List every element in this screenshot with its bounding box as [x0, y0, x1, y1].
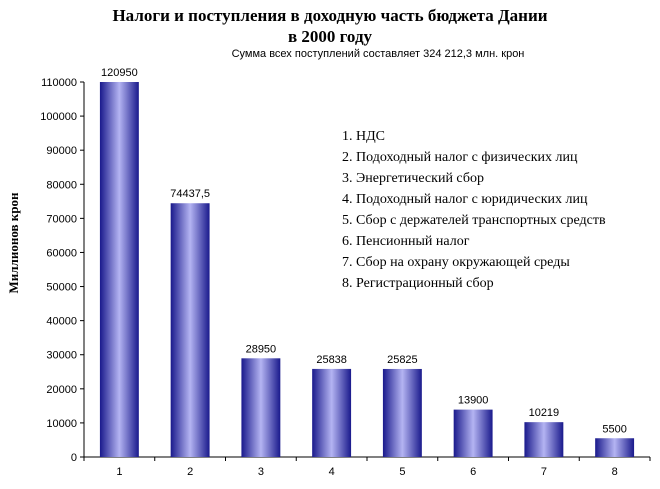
- y-tick-label: 110000: [41, 77, 77, 89]
- y-tick-label: 60000: [46, 247, 77, 260]
- bar-7: [524, 422, 563, 457]
- x-tick-label: 7: [540, 466, 547, 478]
- chart-subtitle: Сумма всех поступлений составляет 324 212,3 млн. крон: [231, 48, 525, 60]
- x-tick-label: 3: [257, 466, 264, 478]
- value-label-4: 25838: [316, 353, 347, 366]
- x-tick-label: 8: [611, 466, 618, 478]
- y-tick-label: 90000: [46, 145, 77, 158]
- value-label-8: 5500: [602, 423, 627, 436]
- legend-item-5: 5. Сбор с держателей транспортных средств: [342, 213, 606, 228]
- y-tick-label: 100000: [40, 111, 77, 124]
- y-tick-label: 20000: [46, 383, 77, 396]
- legend-item-3: 3. Энергетический сбор: [342, 171, 484, 186]
- legend-item-8: 8. Регистрационный сбор: [342, 276, 494, 291]
- value-label-3: 28950: [245, 343, 277, 356]
- bar-1: [100, 82, 139, 457]
- legend-item-2: 2. Подоходный налог с физических лиц: [342, 150, 578, 165]
- chart-title-line-2: в 2000 году: [287, 27, 373, 46]
- y-tick-label: 30000: [46, 349, 77, 362]
- y-tick-label: 40000: [46, 315, 77, 328]
- x-tick-label: 5: [399, 466, 406, 478]
- bar-2: [171, 203, 210, 457]
- y-tick-label: 50000: [46, 281, 77, 294]
- bar-4: [312, 369, 351, 457]
- y-axis-label: Миллионов крон: [6, 192, 21, 294]
- x-tick-label: 6: [470, 466, 477, 478]
- bar-5: [383, 369, 422, 457]
- value-label-7: 10219: [528, 407, 560, 420]
- legend: [342, 126, 606, 294]
- x-tick-label: 4: [328, 466, 335, 478]
- chart-title-line-1: Налоги и поступления в доходную часть бюджета Дании: [112, 6, 548, 25]
- bar-8: [595, 438, 634, 457]
- y-tick-label: 10000: [46, 417, 77, 430]
- bar-6: [454, 410, 493, 457]
- value-label-1: 120950: [101, 67, 138, 79]
- bar-3: [241, 358, 280, 457]
- y-tick-label: 0: [70, 452, 77, 464]
- legend-item-7: 7. Сбор на охрану окружающей среды: [342, 255, 570, 270]
- x-tick-label: 2: [187, 466, 194, 478]
- value-label-5: 25825: [387, 353, 418, 366]
- x-tick-label: 1: [116, 466, 123, 478]
- legend-item-4: 4. Подоходный налог с юридических лиц: [342, 192, 588, 207]
- value-label-6: 13900: [457, 394, 489, 407]
- value-label-2: 74437,5: [170, 188, 211, 201]
- y-tick-label: 80000: [46, 179, 77, 192]
- legend-item-1: 1. НДС: [342, 129, 385, 144]
- y-tick-label: 70000: [46, 213, 77, 226]
- legend-item-6: 6. Пенсионный налог: [342, 234, 470, 249]
